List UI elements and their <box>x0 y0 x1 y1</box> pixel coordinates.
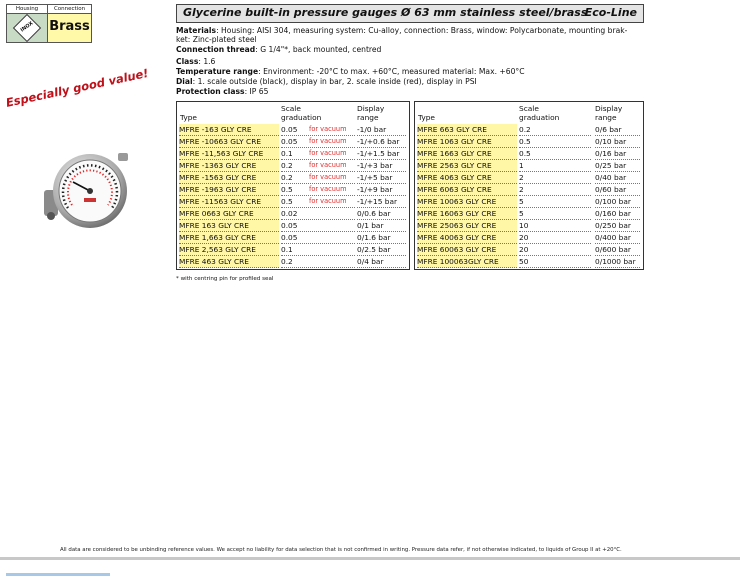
range-cell: 0/6 bar <box>595 124 640 136</box>
col-header-scale: Scale graduation <box>519 104 560 122</box>
type-cell: MFRE -1363 GLY CRE <box>179 160 279 172</box>
table-row <box>177 171 409 183</box>
vacuum-note: for vacuum <box>309 161 347 169</box>
table-row <box>177 207 409 219</box>
table-row <box>177 135 409 147</box>
type-cell: MFRE 1063 GLY CRE <box>417 136 517 148</box>
range-cell: 0/400 bar <box>595 232 640 244</box>
spec-protection: Protection class: IP 65 <box>176 87 269 96</box>
range-cell: 0/16 bar <box>595 148 640 160</box>
table-row <box>415 171 643 183</box>
scale-cell: 50 <box>519 256 591 268</box>
col-header-display: Display range <box>357 104 385 122</box>
table-row <box>415 255 643 267</box>
type-cell: MFRE -163 GLY CRE <box>179 124 279 136</box>
table-row <box>415 243 643 255</box>
table-row <box>177 183 409 195</box>
type-cell: MFRE 2,563 GLY CRE <box>179 244 279 256</box>
scale-cell: 0.5 <box>519 136 591 148</box>
table-row <box>177 147 409 159</box>
spec-dial: Dial: 1. scale outside (black), display in bar, 2. scale inside (red), display in PSI <box>176 77 477 86</box>
type-cell: MFRE 40063 GLY CRE <box>417 232 517 244</box>
type-cell: MFRE 1,663 GLY CRE <box>179 232 279 244</box>
spec-connection: Connection thread: G 1/4"*, back mounted, centred <box>176 45 382 54</box>
type-cell: MFRE 25063 GLY CRE <box>417 220 517 232</box>
range-cell: -1/0 bar <box>357 124 406 136</box>
scale-cell: 1 <box>519 160 591 172</box>
type-cell: MFRE 2563 GLY CRE <box>417 160 517 172</box>
table-row <box>177 159 409 171</box>
scale-cell: 0.2 <box>281 172 355 184</box>
range-cell: -1/+5 bar <box>357 172 406 184</box>
footnote: * with centring pin for profiled seal <box>176 276 274 282</box>
spec-materials: Materials: Housing: AISI 304, measuring system: Cu-alloy, connection: Brass, window: Polycarbonate, mounting brak- <box>176 26 628 35</box>
scale-cell: 0.05 <box>281 232 355 244</box>
connection-label: Connection <box>48 5 91 14</box>
col-header-type: Type <box>180 113 197 122</box>
vacuum-note: for vacuum <box>309 125 347 133</box>
type-cell: MFRE -11,563 GLY CRE <box>179 148 279 160</box>
type-cell: MFRE 463 GLY CRE <box>179 256 279 268</box>
gauge-table-left <box>176 101 410 270</box>
page-title: Glycerine built-in pressure gauges Ø 63 mm stainless steel/brass <box>183 6 588 19</box>
range-cell: 0/160 bar <box>595 208 640 220</box>
type-cell: MFRE -10663 GLY CRE <box>179 136 279 148</box>
table-row <box>415 147 643 159</box>
col-header-display: Display range <box>595 104 623 122</box>
type-cell: MFRE -11563 GLY CRE <box>179 196 279 208</box>
connection-material: Brass <box>48 14 91 42</box>
vacuum-note: for vacuum <box>309 185 347 193</box>
vacuum-note: for vacuum <box>309 173 347 181</box>
type-cell: MFRE 4063 GLY CRE <box>417 172 517 184</box>
range-cell: 0/25 bar <box>595 160 640 172</box>
type-cell: MFRE 663 GLY CRE <box>417 124 517 136</box>
pressure-gauge-image <box>40 150 138 232</box>
type-cell: MFRE -1963 GLY CRE <box>179 184 279 196</box>
vacuum-note: for vacuum <box>309 149 347 157</box>
scale-cell: 0.5 <box>281 196 355 208</box>
spec-temperature: Temperature range: Environment: -20°C to max. +60°C, measured material: Max. +60°C <box>176 67 525 76</box>
table-row <box>415 231 643 243</box>
type-cell: MFRE 0663 GLY CRE <box>179 208 279 220</box>
range-cell: -1/+15 bar <box>357 196 406 208</box>
range-cell: -1/+0.6 bar <box>357 136 406 148</box>
gauge-table-right <box>414 101 644 270</box>
scale-cell: 0.2 <box>281 160 355 172</box>
scale-cell: 20 <box>519 232 591 244</box>
table-row <box>177 195 409 207</box>
scale-cell: 5 <box>519 196 591 208</box>
type-cell: MFRE 16063 GLY CRE <box>417 208 517 220</box>
scale-cell: 0.02 <box>281 208 355 220</box>
scale-cell: 20 <box>519 244 591 256</box>
range-cell: 0/0.6 bar <box>357 208 406 220</box>
inox-housing-icon <box>7 14 48 42</box>
range-cell: 0/4 bar <box>357 256 406 268</box>
table-row <box>415 219 643 231</box>
type-cell: MFRE 60063 GLY CRE <box>417 244 517 256</box>
scale-cell: 0.05 <box>281 220 355 232</box>
range-cell: -1/+3 bar <box>357 160 406 172</box>
table-row <box>415 207 643 219</box>
scale-cell: 10 <box>519 220 591 232</box>
scale-cell: 0.2 <box>281 256 355 268</box>
footer-rule <box>0 557 740 560</box>
range-cell: 0/250 bar <box>595 220 640 232</box>
spec-class: Class: 1.6 <box>176 57 216 66</box>
col-header-scale: Scale graduation <box>281 104 322 122</box>
table-row <box>177 255 409 267</box>
promo-text: Especially good value! <box>4 65 150 110</box>
series-name: Eco-Line <box>584 6 637 19</box>
scale-cell: 0.5 <box>519 148 591 160</box>
col-header-type: Type <box>418 113 435 122</box>
vacuum-note: for vacuum <box>309 137 347 145</box>
table-row <box>177 123 409 135</box>
range-cell: 0/10 bar <box>595 136 640 148</box>
table-row <box>177 219 409 231</box>
scale-cell: 0.2 <box>519 124 591 136</box>
range-cell: 0/60 bar <box>595 184 640 196</box>
table-row <box>415 159 643 171</box>
scale-cell: 0.1 <box>281 244 355 256</box>
range-cell: 0/1 bar <box>357 220 406 232</box>
scale-cell: 2 <box>519 172 591 184</box>
range-cell: 0/1.6 bar <box>357 232 406 244</box>
range-cell: 0/40 bar <box>595 172 640 184</box>
inox-icon-text: INOX <box>19 20 35 34</box>
scale-cell: 5 <box>519 208 591 220</box>
range-cell: 0/100 bar <box>595 196 640 208</box>
table-row <box>415 183 643 195</box>
housing-label: Housing <box>7 5 48 14</box>
type-cell: MFRE 163 GLY CRE <box>179 220 279 232</box>
range-cell: 0/1000 bar <box>595 256 640 268</box>
scale-cell: 0.05 <box>281 136 355 148</box>
table-row <box>177 243 409 255</box>
table-row <box>415 123 643 135</box>
range-cell: -1/+1.5 bar <box>357 148 406 160</box>
vacuum-note: for vacuum <box>309 197 347 205</box>
scale-cell: 0.5 <box>281 184 355 196</box>
type-cell: MFRE 1663 GLY CRE <box>417 148 517 160</box>
title-bar <box>176 4 644 23</box>
range-cell: 0/2.5 bar <box>357 244 406 256</box>
type-cell: MFRE 10063 GLY CRE <box>417 196 517 208</box>
table-row <box>415 135 643 147</box>
disclaimer: All data are considered to be unbinding reference values. We accept no liability for data selection that is not confirmed in writing. Pressure data refer, if not otherwise indicated, to liquids of Group II at +20°C. <box>60 547 622 553</box>
spec-materials-cont: ket: Zinc-plated steel <box>176 35 257 44</box>
housing-connection-badge <box>6 4 92 43</box>
type-cell: MFRE 6063 GLY CRE <box>417 184 517 196</box>
scale-cell: 0.05 <box>281 124 355 136</box>
table-row <box>177 231 409 243</box>
type-cell: MFRE -1563 GLY CRE <box>179 172 279 184</box>
range-cell: -1/+9 bar <box>357 184 406 196</box>
type-cell: MFRE 100063GLY CRE <box>417 256 517 268</box>
range-cell: 0/600 bar <box>595 244 640 256</box>
scale-cell: 2 <box>519 184 591 196</box>
scale-cell: 0.1 <box>281 148 355 160</box>
table-row <box>415 195 643 207</box>
